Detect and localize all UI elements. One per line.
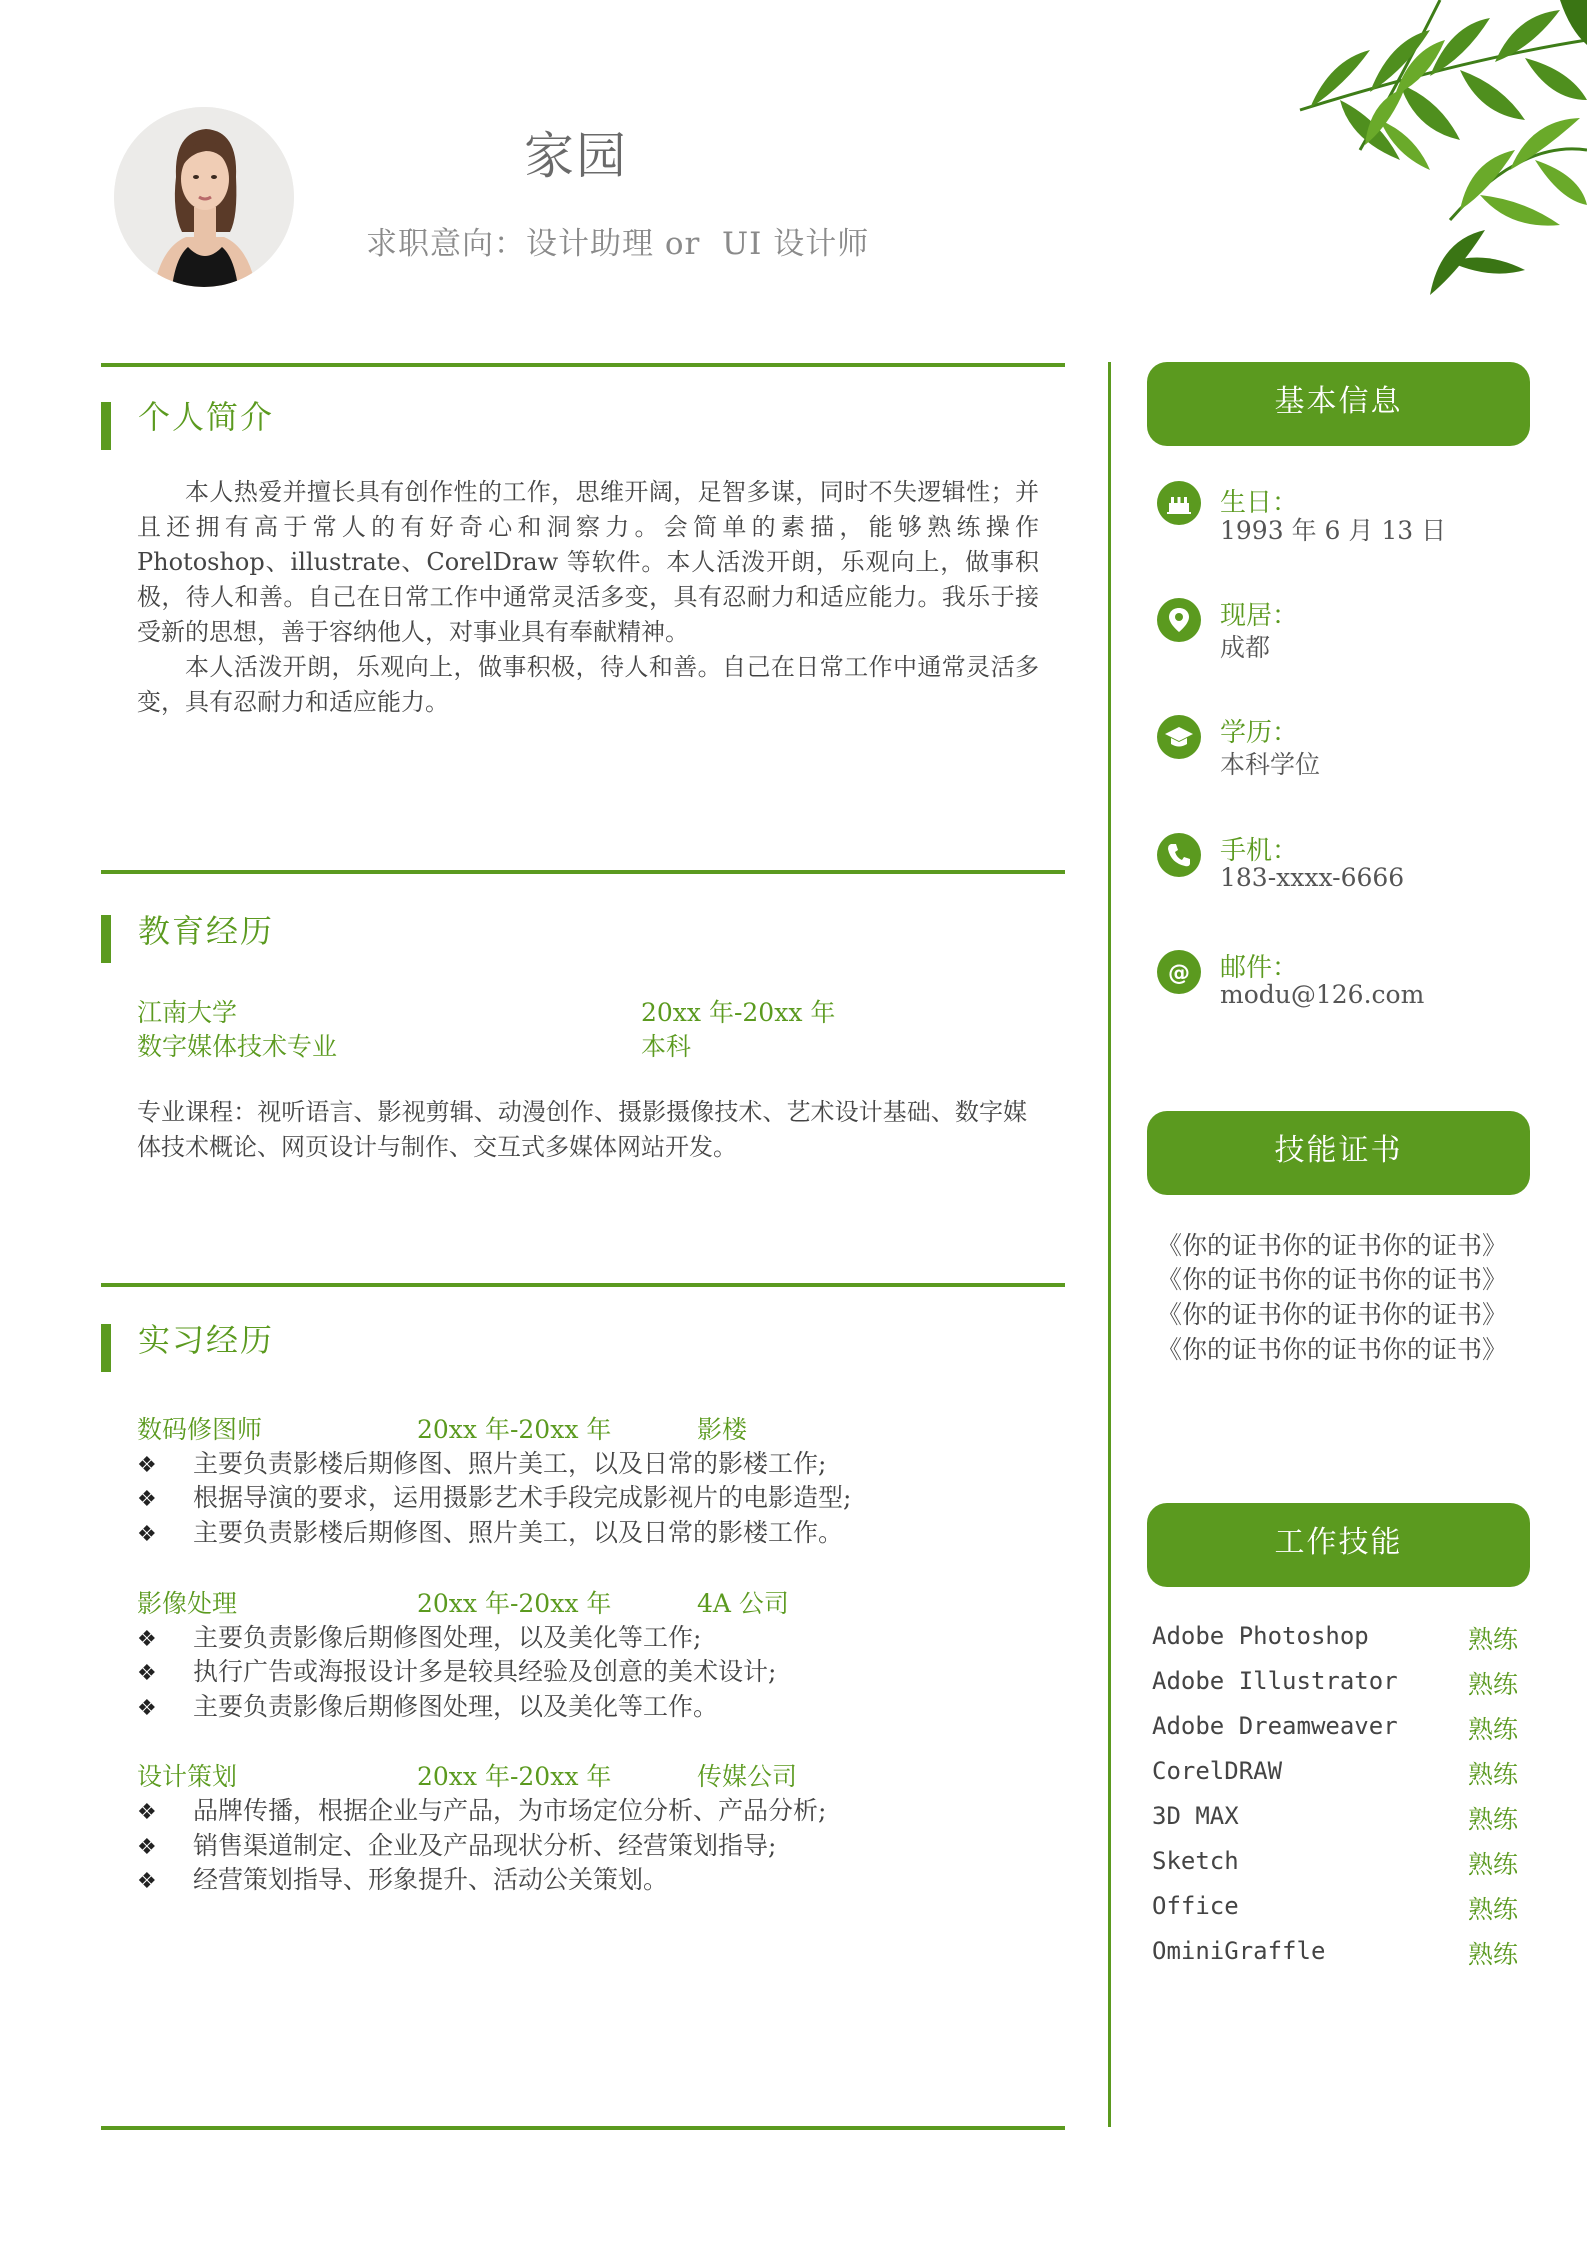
job-company: 传媒公司 xyxy=(697,1762,798,1791)
bullet-icon: ❖ xyxy=(137,1522,157,1547)
skill-name: Adobe Illustrator xyxy=(1152,1667,1398,1695)
job-company: 影楼 xyxy=(697,1415,748,1444)
skill-name: Sketch xyxy=(1152,1847,1239,1875)
portrait-photo xyxy=(114,107,294,287)
bullet-icon: ❖ xyxy=(137,1869,157,1894)
skill-name: CorelDRAW xyxy=(1152,1757,1283,1785)
bullet-icon: ❖ xyxy=(137,1661,157,1686)
section-rule-top xyxy=(101,363,1065,367)
certificate-item: 《你的证书你的证书你的证书》 xyxy=(1157,1265,1508,1294)
job-period: 20xx 年-20xx 年 xyxy=(417,1762,612,1791)
skill-level: 熟练 xyxy=(1468,1760,1519,1789)
education-value: 本科学位 xyxy=(1220,750,1321,779)
section-marker xyxy=(101,915,111,963)
internship-title: 实习经历 xyxy=(138,1321,275,1359)
education-period: 20xx 年-20xx 年 xyxy=(641,998,836,1027)
bullet-icon: ❖ xyxy=(137,1835,157,1860)
school-name: 江南大学 xyxy=(137,998,238,1027)
profile-paragraph: 本人热爱并擅长具有创作性的工作，思维开阔，足智多谋，同时不失逻辑性；并且还拥有高于常人的有好奇心和洞察力。会简单的素描，能够熟练操作 Photoshop、illustrate、CorelDraw 等软件。本人活泼开朗，乐观向上，做事积极，待人和善。自己在日常工作中通常灵活多变，具有忍耐力和适应能力。我乐于接受新的思想，善于容纳他人，对事业具有奉献精神。 xyxy=(137,478,1039,646)
job-intention: 求职意向：设计助理 or UI 设计师 xyxy=(366,226,870,262)
skill-name: Adobe Dreamweaver xyxy=(1152,1712,1398,1740)
residence-label: 现居： xyxy=(1220,601,1299,631)
skill-name: Adobe Photoshop xyxy=(1152,1622,1369,1650)
list-item: ❖ 经营策划指导、形象提升、活动公关策划。 xyxy=(137,1865,669,1894)
skill-level: 熟练 xyxy=(1468,1715,1519,1744)
bullet-icon: ❖ xyxy=(137,1453,157,1478)
section-rule xyxy=(101,870,1065,874)
major-name: 数字媒体技术专业 xyxy=(137,1032,338,1061)
basic-info-title: 基本信息 xyxy=(1147,362,1530,446)
profile-title: 个人简介 xyxy=(138,398,275,436)
cake-icon xyxy=(1157,481,1201,525)
email-value: modu@126.com xyxy=(1220,980,1425,1009)
section-rule-bottom xyxy=(101,2126,1065,2130)
birthday-value: 1993 年 6 月 13 日 xyxy=(1220,516,1447,545)
skill-level: 熟练 xyxy=(1468,1625,1519,1654)
skill-name: OminiGraffle xyxy=(1152,1937,1326,1965)
location-pin-icon xyxy=(1157,598,1201,642)
list-item: ❖ 根据导演的要求，运用摄影艺术手段完成影视片的电影造型; xyxy=(137,1483,852,1512)
section-rule xyxy=(101,1283,1065,1287)
graduation-cap-icon xyxy=(1157,715,1201,759)
bullet-icon: ❖ xyxy=(137,1627,157,1652)
list-item: ❖ 主要负责影楼后期修图、照片美工，以及日常的影楼工作。 xyxy=(137,1518,844,1547)
job-role: 设计策划 xyxy=(137,1762,238,1791)
phone-value: 183-xxxx-6666 xyxy=(1220,863,1405,892)
skill-level: 熟练 xyxy=(1468,1895,1519,1924)
certificate-item: 《你的证书你的证书你的证书》 xyxy=(1157,1335,1508,1364)
skills-title: 工作技能 xyxy=(1147,1503,1530,1587)
phone-icon xyxy=(1157,833,1201,877)
leaf-decoration xyxy=(1140,0,1587,300)
skill-level: 熟练 xyxy=(1468,1805,1519,1834)
section-marker xyxy=(101,1324,111,1372)
svg-text:@: @ xyxy=(1168,961,1190,986)
list-item: ❖ 主要负责影像后期修图处理，以及美化等工作。 xyxy=(137,1692,719,1721)
skill-level: 熟练 xyxy=(1468,1850,1519,1879)
birthday-label: 生日： xyxy=(1220,488,1299,518)
list-item: ❖ 品牌传播，根据企业与产品，为市场定位分析、产品分析; xyxy=(137,1796,827,1825)
courses-text: 专业课程：视听语言、影视剪辑、动漫创作、摄影摄像技术、艺术设计基础、数字媒体技术概论、网页设计与制作、交互式多媒体网站开发。 xyxy=(137,1098,1027,1161)
education-label: 学历： xyxy=(1220,718,1299,748)
education-title: 教育经历 xyxy=(138,912,275,950)
list-item: ❖ 销售渠道制定、企业及产品现状分析、经营策划指导; xyxy=(137,1831,777,1860)
list-item: ❖ 主要负责影楼后期修图、照片美工，以及日常的影楼工作; xyxy=(137,1449,827,1478)
certificates-title: 技能证书 xyxy=(1147,1111,1530,1195)
avatar xyxy=(114,107,294,287)
section-marker xyxy=(101,402,111,450)
job-period: 20xx 年-20xx 年 xyxy=(417,1415,612,1444)
bullet-icon: ❖ xyxy=(137,1800,157,1825)
profile-paragraph: 本人活泼开朗，乐观向上，做事积极，待人和善。自己在日常工作中通常灵活多变，具有忍耐力和适应能力。 xyxy=(137,653,1039,716)
skill-name: Office xyxy=(1152,1892,1239,1920)
list-item: ❖ 执行广告或海报设计多是较具经验及创意的美术设计; xyxy=(137,1657,777,1686)
degree: 本科 xyxy=(641,1032,692,1061)
phone-label: 手机： xyxy=(1220,836,1299,866)
certificate-item: 《你的证书你的证书你的证书》 xyxy=(1157,1231,1508,1260)
job-period: 20xx 年-20xx 年 xyxy=(417,1589,612,1618)
list-item: ❖ 主要负责影像后期修图处理，以及美化等工作; xyxy=(137,1623,702,1652)
job-role: 数码修图师 xyxy=(137,1415,263,1444)
skill-name: 3D MAX xyxy=(1152,1802,1239,1830)
profile-text xyxy=(137,475,1039,720)
column-divider xyxy=(1108,362,1111,2127)
certificate-item: 《你的证书你的证书你的证书》 xyxy=(1157,1300,1508,1329)
job-company: 4A 公司 xyxy=(697,1589,789,1618)
applicant-name: 家园 xyxy=(524,127,628,185)
bullet-icon: ❖ xyxy=(137,1487,157,1512)
skill-level: 熟练 xyxy=(1468,1940,1519,1969)
bullet-icon: ❖ xyxy=(137,1696,157,1721)
email-label: 邮件： xyxy=(1220,953,1299,983)
skill-level: 熟练 xyxy=(1468,1670,1519,1699)
residence-value: 成都 xyxy=(1220,633,1271,662)
at-sign-icon xyxy=(1157,950,1201,994)
job-role: 影像处理 xyxy=(137,1589,238,1618)
